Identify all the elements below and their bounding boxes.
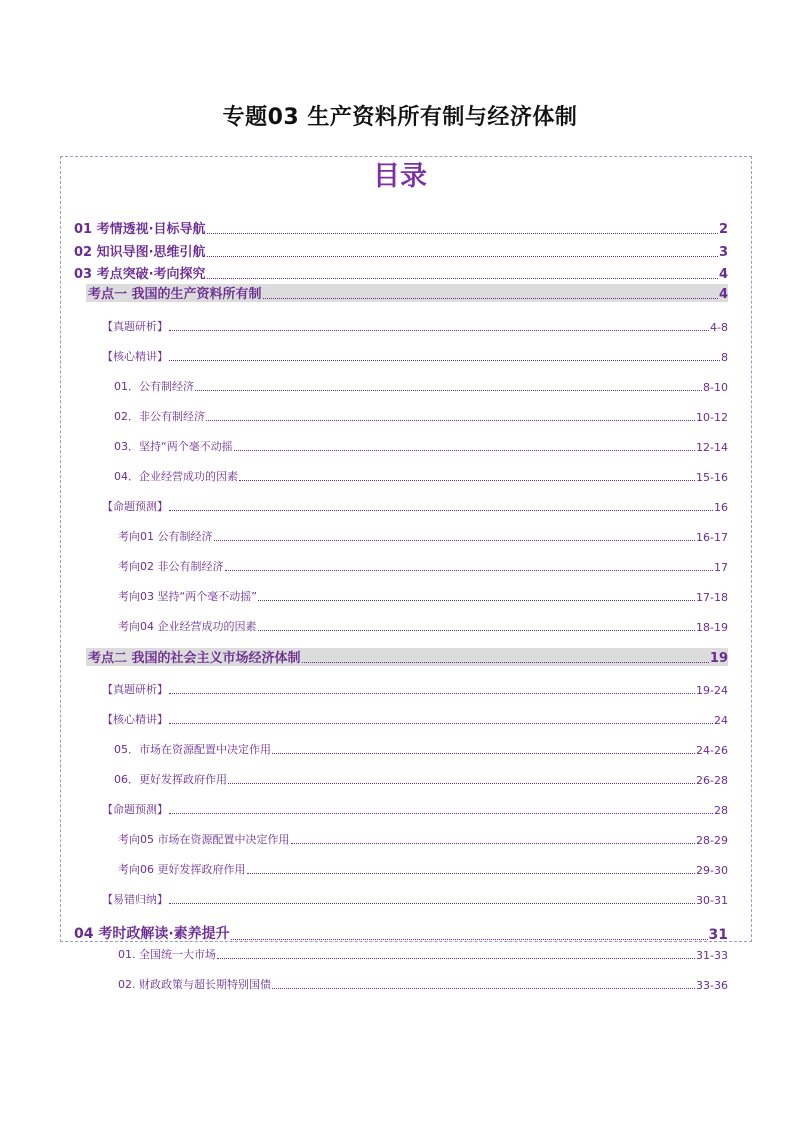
toc-entry-label: 考点二 我国的社会主义市场经济体制 bbox=[88, 651, 301, 666]
dot-leader bbox=[272, 753, 695, 754]
toc-entry[interactable] bbox=[74, 263, 728, 282]
toc-entry-label: 01 考情透视·目标导航 bbox=[74, 222, 206, 237]
dot-leader bbox=[291, 843, 696, 844]
toc-page-number: 4 bbox=[718, 267, 728, 282]
toc-entry[interactable] bbox=[114, 408, 728, 424]
toc-page-number: 24 bbox=[714, 714, 728, 727]
toc-entry-label: 05．市场在资源配置中决定作用 bbox=[114, 743, 271, 756]
toc-entry[interactable] bbox=[102, 348, 728, 364]
toc-entry[interactable] bbox=[102, 681, 728, 697]
toc-entry-label: 【命题预测】 bbox=[102, 803, 168, 816]
dot-leader bbox=[239, 480, 695, 481]
dot-leader bbox=[225, 570, 714, 571]
dot-leader bbox=[258, 630, 696, 631]
dot-leader bbox=[169, 330, 709, 331]
dot-leader bbox=[169, 360, 720, 361]
toc-entry-label: 考向04 企业经营成功的因素 bbox=[118, 620, 257, 633]
toc-entry[interactable] bbox=[74, 218, 728, 237]
toc-page-number: 10-12 bbox=[696, 411, 728, 424]
toc-entry[interactable] bbox=[118, 831, 728, 847]
toc-page-number: 33-36 bbox=[696, 979, 728, 992]
toc-page-number: 28 bbox=[714, 804, 728, 817]
toc-entry[interactable] bbox=[118, 588, 728, 604]
dot-leader bbox=[206, 420, 695, 421]
dot-leader bbox=[258, 600, 695, 601]
toc-entry-label: 04 考时政解读·素养提升 bbox=[74, 926, 230, 942]
dot-leader bbox=[169, 903, 695, 904]
dot-leader bbox=[169, 693, 695, 694]
toc-entry[interactable] bbox=[114, 468, 728, 484]
toc-page-number: 4 bbox=[718, 287, 728, 302]
dot-leader bbox=[207, 233, 718, 234]
toc-page-number: 29-30 bbox=[696, 864, 728, 877]
dot-leader bbox=[195, 390, 702, 391]
toc-page-number: 16-17 bbox=[696, 531, 728, 544]
toc-entry-label: 02 知识导图·思维引航 bbox=[74, 245, 206, 260]
dot-leader bbox=[169, 723, 713, 724]
toc-page-number: 8-10 bbox=[703, 381, 728, 394]
toc-entry[interactable] bbox=[74, 241, 728, 260]
dot-leader bbox=[169, 510, 713, 511]
toc-entry[interactable] bbox=[118, 528, 728, 544]
toc-entry-label: 【真题研析】 bbox=[102, 683, 168, 696]
toc-entry-label: 01. 全国统一大市场 bbox=[118, 948, 216, 961]
toc-entry-label: 06．更好发挥政府作用 bbox=[114, 773, 227, 786]
toc-entry[interactable] bbox=[118, 618, 728, 634]
toc-page-number: 18-19 bbox=[696, 621, 728, 634]
toc-page-number: 19-24 bbox=[696, 684, 728, 697]
toc-page-number: 31 bbox=[708, 927, 728, 943]
toc-page-number: 19 bbox=[709, 651, 728, 666]
toc-entry-highlighted[interactable] bbox=[86, 648, 728, 666]
dot-leader bbox=[207, 278, 718, 279]
toc-entry-label: 考向03 坚持“两个毫不动摇” bbox=[118, 590, 257, 603]
toc-entry-label: 【真题研析】 bbox=[102, 320, 168, 333]
toc-entry-label: 02. 财政政策与超长期特别国债 bbox=[118, 978, 271, 991]
toc-entry[interactable] bbox=[102, 318, 728, 334]
dot-leader bbox=[247, 873, 696, 874]
toc-entry[interactable] bbox=[114, 438, 728, 454]
toc-page-number: 24-26 bbox=[696, 744, 728, 757]
toc-page-number: 2 bbox=[718, 222, 728, 237]
dot-leader bbox=[169, 813, 713, 814]
toc-entry-label: 【核心精讲】 bbox=[102, 713, 168, 726]
dot-leader bbox=[263, 298, 718, 299]
document-title: 专题03 生产资料所有制与经济体制 bbox=[222, 105, 578, 130]
toc-entry[interactable] bbox=[114, 741, 728, 757]
dot-leader bbox=[207, 256, 718, 257]
toc-page-number: 16 bbox=[714, 501, 728, 514]
toc-entry-label: 考向02 非公有制经济 bbox=[118, 560, 224, 573]
toc-entry-label: 考向01 公有制经济 bbox=[118, 530, 213, 543]
toc-entry[interactable] bbox=[114, 771, 728, 787]
toc-entry-label: 【核心精讲】 bbox=[102, 350, 168, 363]
toc-entry[interactable] bbox=[118, 976, 728, 992]
toc-entry-label: 03 考点突破·考向探究 bbox=[74, 267, 206, 282]
toc-heading: 目录 bbox=[373, 161, 427, 192]
dot-leader bbox=[231, 939, 708, 940]
toc-entry-label: 02．非公有制经济 bbox=[114, 410, 205, 423]
toc-page-number: 26-28 bbox=[696, 774, 728, 787]
toc-entry[interactable] bbox=[118, 861, 728, 877]
toc-page-number: 28-29 bbox=[696, 834, 728, 847]
toc-page-number: 31-33 bbox=[696, 949, 728, 962]
toc-entry[interactable] bbox=[118, 946, 728, 962]
toc-entry[interactable] bbox=[114, 378, 728, 394]
toc-page-number: 30-31 bbox=[696, 894, 728, 907]
toc-page-number: 17-18 bbox=[696, 591, 728, 604]
dot-leader bbox=[228, 783, 695, 784]
toc-entry-label: 01．公有制经济 bbox=[114, 380, 194, 393]
toc-entry-label: 考向06 更好发挥政府作用 bbox=[118, 863, 246, 876]
toc-entry-label: 04．企业经营成功的因素 bbox=[114, 470, 238, 483]
dot-leader bbox=[272, 988, 695, 989]
dot-leader bbox=[234, 450, 695, 451]
toc-entry[interactable] bbox=[74, 923, 728, 943]
toc-entry[interactable] bbox=[102, 891, 728, 907]
toc-entry[interactable] bbox=[102, 711, 728, 727]
toc-entry-label: 考向05 市场在资源配置中决定作用 bbox=[118, 833, 290, 846]
toc-entry-label: 【易错归纳】 bbox=[102, 893, 168, 906]
toc-page-number: 3 bbox=[718, 245, 728, 260]
toc-page-number: 4-8 bbox=[710, 321, 728, 334]
toc-page-number: 12-14 bbox=[696, 441, 728, 454]
toc-entry[interactable] bbox=[102, 498, 728, 514]
toc-page-number: 8 bbox=[721, 351, 728, 364]
toc-entry[interactable] bbox=[118, 558, 728, 574]
toc-entry[interactable] bbox=[102, 801, 728, 817]
dot-leader bbox=[302, 662, 709, 663]
toc-entry-highlighted[interactable] bbox=[86, 284, 728, 302]
toc-page-number: 17 bbox=[714, 561, 728, 574]
toc-entry-label: 考点一 我国的生产资料所有制 bbox=[88, 287, 262, 302]
dot-leader bbox=[214, 540, 696, 541]
toc-entry-label: 【命题预测】 bbox=[102, 500, 168, 513]
dot-leader bbox=[217, 958, 695, 959]
toc-entry-label: 03．坚持“两个毫不动摇 bbox=[114, 440, 233, 453]
toc-page-number: 15-16 bbox=[696, 471, 728, 484]
